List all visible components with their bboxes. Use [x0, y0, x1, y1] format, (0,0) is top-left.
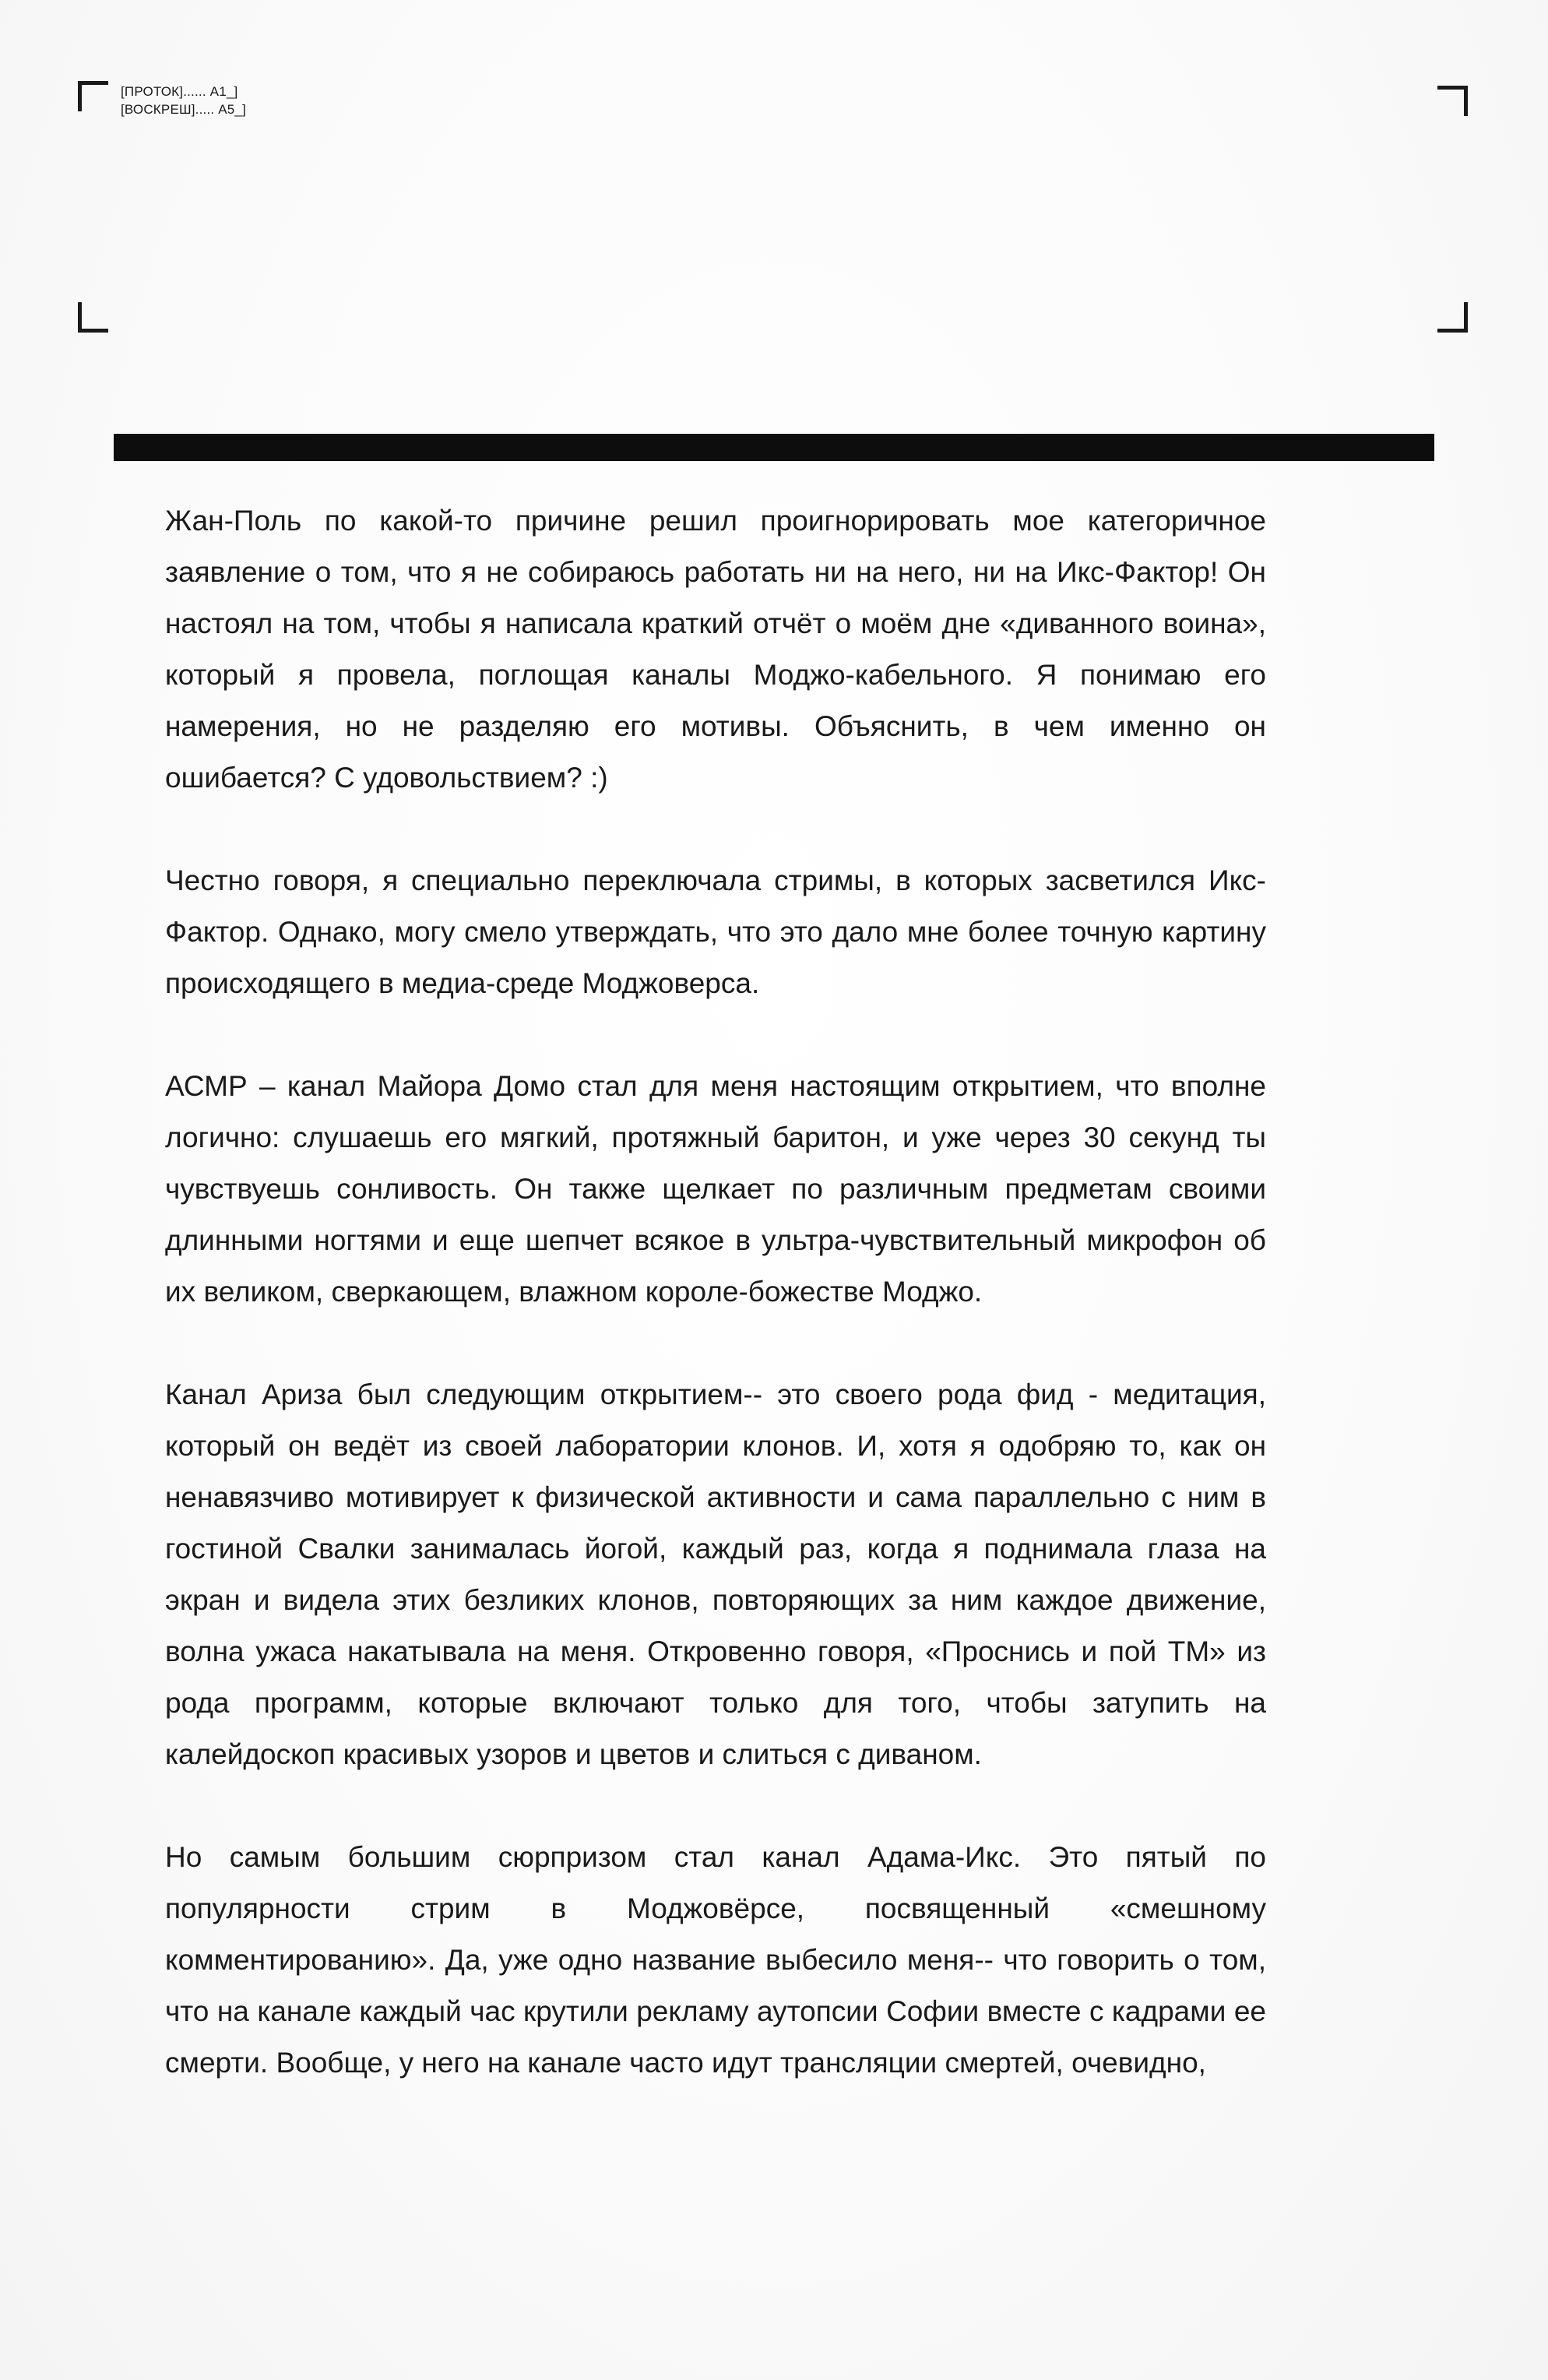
crop-mark-bottom-left [78, 302, 108, 333]
document-tags [121, 83, 246, 118]
crop-mark-top-left [78, 81, 108, 111]
document-tag: [ВОСКРЕШ]..... А5_] [121, 102, 246, 117]
paragraph: Но самым большим сюрпризом стал канал Адама-Икс. Это пятый по популярности стрим в Моджовёрсе, посвященный «смешному комментированию». Да, уже одно название выбесило меня-- что говорить о том, что на канале каждый час крутили рекламу аутопсии Софии вместе с кадрами ее смерти. Вообще, у него на канале часто идут трансляции смертей, очевидно, [165, 1841, 1266, 2079]
crop-mark-top-right [1437, 86, 1468, 116]
paragraph: Канал Ариза был следующим открытием-- это своего рода фид - медитация, который он ведёт из своей лаборатории клонов. И, хотя я одобряю то, как он ненавязчиво мотивирует к физической активности и сама параллельно с ним в гостиной Свалки занималась йогой, каждый раз, когда я поднимала глаза на экран и видела этих безликих клонов, повторяющих за ним каждое движение, волна ужаса накатывала на меня. Откровенно говоря, «Проснись и пой ТМ» из рода программ, которые включают только для того, чтобы затупить на калейдоскоп красивых узоров и цветов и слиться с диваном. [165, 1378, 1266, 1770]
document-tag: [ПРОТОК]...... А1_] [121, 84, 238, 99]
paragraph: АСМР – канал Майора Домо стал для меня настоящим открытием, что вполне логично: слушаешь его мягкий, протяжный баритон, и уже через 30 секунд ты чувствуешь сонливость. Он также щелкает по различным предметам своими длинными ногтями и еще шепчет всякое в ультра-чувствительный микрофон об их великом, сверкающем, влажном короле-божестве Моджо. [165, 1070, 1266, 1308]
paragraph: Честно говоря, я специально переключала стримы, в которых засветился Икс-Фактор. Однако, могу смело утверждать, что это дало мне более точную картину происходящего в медиа-среде Моджоверса. [165, 864, 1266, 999]
article-body [165, 495, 1266, 2089]
paragraph: Жан-Поль по какой-то причине решил проигнорировать мое категоричное заявление о том, что я не собираюсь работать ни на него, ни на Икс-Фактор! Он настоял на том, чтобы я написала краткий отчёт о моём дне «диванного воина», который я провела, поглощая каналы Моджо-кабельного. Я понимаю его намерения, но не разделяю его мотивы. Объяснить, в чем именно он ошибается? С удовольствием? :) [165, 505, 1266, 794]
crop-mark-bottom-right [1437, 302, 1468, 333]
redaction-bar [114, 434, 1434, 461]
